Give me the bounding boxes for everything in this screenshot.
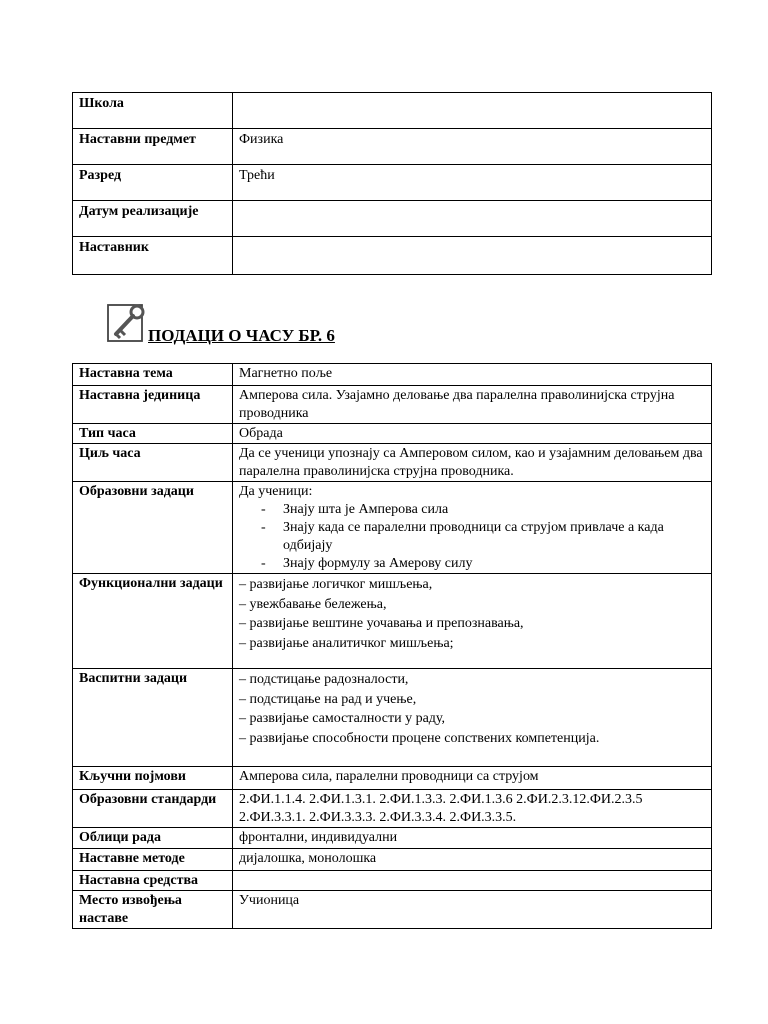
tasks-intro: Да ученици: [239, 484, 313, 499]
row-label: Образовни стандарди [73, 790, 233, 828]
table-row [73, 93, 712, 129]
row-value: Физика [233, 129, 712, 165]
row-value [233, 574, 712, 669]
row-value [233, 201, 712, 237]
row-label: Тип часа [73, 424, 233, 444]
school-info-table [72, 92, 712, 275]
list-item: - Знају шта је Амперова сила [261, 501, 705, 519]
table-row [73, 871, 712, 891]
row-value: фронтални, индивидуални [233, 828, 712, 849]
table-row [73, 424, 712, 444]
list-item: – развијање способности процене сопствених компетенција. [239, 730, 600, 746]
row-value: Трећи [233, 165, 712, 201]
row-label: Наставна средства [73, 871, 233, 891]
list-item: – развијање самосталности у раду, [239, 711, 446, 726]
row-label: Наставник [73, 237, 233, 275]
row-value: Учионица [233, 891, 712, 929]
list-item: - Знају када се паралелни проводници са струјом привлаче а када одбијају [261, 519, 705, 555]
row-value [233, 669, 712, 767]
table-row [73, 767, 712, 790]
list-item: – увежбавање бележења, [239, 596, 387, 612]
lesson-title: ПОДАЦИ О ЧАСУ БР. 6 [148, 326, 335, 345]
row-label: Кључни појмови [73, 767, 233, 790]
row-label: Наставна јединица [73, 386, 233, 424]
row-value: Магнетно поље [233, 364, 712, 386]
table-row [73, 444, 712, 482]
row-value [233, 482, 712, 574]
row-label: Разред [73, 165, 233, 201]
row-label: Место извођења наставе [73, 891, 233, 929]
table-row [73, 386, 712, 424]
list-item: – развијање вештине уочавања и препознавања, [239, 616, 524, 631]
table-row [73, 669, 712, 767]
row-label: Наставна тема [73, 364, 233, 386]
row-label: Образовни задаци [73, 482, 233, 574]
table-row [73, 165, 712, 201]
lesson-data-table [72, 363, 712, 929]
row-value: Амперова сила, паралелни проводници са струјом [233, 767, 712, 790]
row-label: Функционални задаци [73, 574, 233, 669]
table-row [73, 828, 712, 849]
list-item: – подстицање радозналости, [239, 672, 409, 687]
row-label: Наставни предмет [73, 129, 233, 165]
table-row [73, 364, 712, 386]
row-value: Да се ученици упознају са Амперовом силом, као и узајамним деловањем два паралелна праволинијска струјна проводника. [233, 444, 712, 482]
table-row [73, 482, 712, 574]
row-label: Наставне методе [73, 849, 233, 871]
table-row [73, 849, 712, 871]
key-icon [106, 302, 148, 344]
row-value [233, 237, 712, 275]
row-label: Облици рада [73, 828, 233, 849]
row-label: Циљ часа [73, 444, 233, 482]
table-row [73, 201, 712, 237]
row-value [233, 871, 712, 891]
table-row [73, 790, 712, 828]
table-row [73, 129, 712, 165]
row-label: Датум реализације [73, 201, 233, 237]
tasks-list [239, 501, 705, 573]
row-value: 2.ФИ.1.1.4. 2.ФИ.1.3.1. 2.ФИ.1.3.3. 2.ФИ.1.3.6 2.ФИ.2.3.12.ФИ.2.3.5 2.ФИ.3.3.1. 2.ФИ.3.3.3. 2.ФИ.3.3.4. 2.ФИ.3.3.5. [233, 790, 712, 828]
list-item: – подстицање на рад и учење, [239, 691, 417, 707]
row-value: дијалошка, монолошка [233, 849, 712, 871]
row-value [233, 93, 712, 129]
list-item: – развијање аналитичког мишљења; [239, 635, 454, 651]
table-row [73, 891, 712, 929]
table-row [73, 237, 712, 275]
table-row [73, 574, 712, 669]
row-value: Обрада [233, 424, 712, 444]
row-label: Васпитни задаци [73, 669, 233, 767]
row-label: Школа [73, 93, 233, 129]
list-item: – развијање логичког мишљења, [239, 577, 433, 592]
list-item: - Знају формулу за Амерову силу [261, 555, 705, 573]
row-value: Амперова сила. Узајамно деловање два паралелна праволинијска струјна проводника [233, 386, 712, 424]
